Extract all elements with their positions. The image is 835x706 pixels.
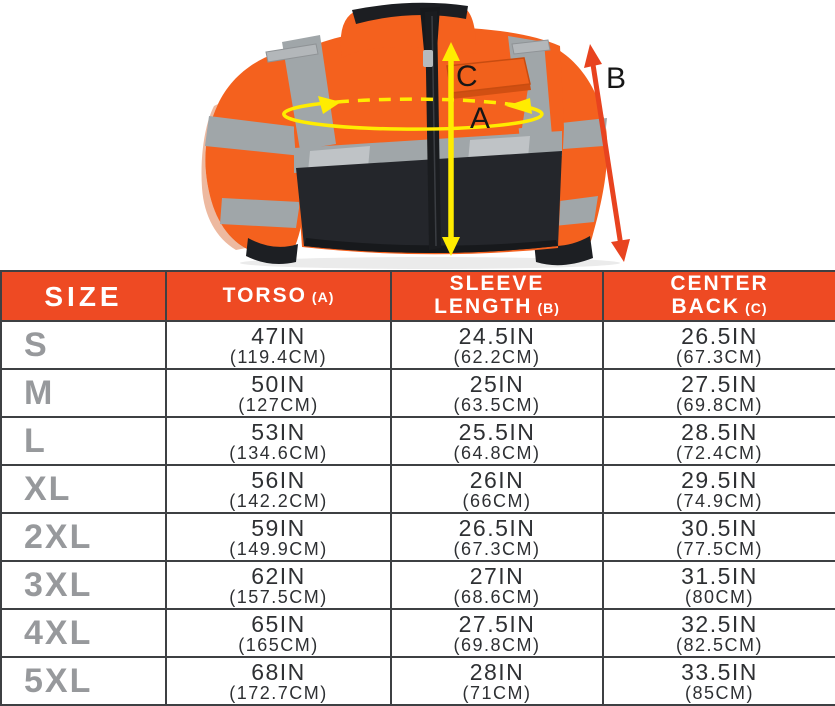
size-label: L [1, 417, 166, 465]
header-cell-back: CENTER BACK (C) [603, 271, 835, 321]
sleeve-inches: 25IN [469, 370, 525, 397]
back-centimeters: (80CM) [684, 586, 754, 607]
table-row [1, 369, 835, 417]
size-table-header-row [1, 271, 835, 321]
sleeve-inches: 26.5IN [458, 514, 536, 541]
sleeve-centimeters: (64.8CM) [453, 442, 541, 463]
back-inches: 31.5IN [681, 562, 758, 589]
back-value-cell [603, 561, 835, 609]
sleeve-inches: 26IN [469, 466, 525, 493]
back-centimeters: (72.4CM) [675, 442, 763, 463]
back-inches: 33.5IN [681, 658, 758, 685]
torso-value-cell [166, 609, 391, 657]
sleeve-inches: 25.5IN [458, 418, 536, 445]
torso-inches: 53IN [251, 418, 306, 445]
torso-value-cell [166, 657, 391, 705]
torso-centimeters: (149.9CM) [229, 538, 328, 559]
sleeve-centimeters: (66CM) [462, 490, 532, 511]
torso-inches: 59IN [251, 514, 306, 541]
torso-inches: 62IN [251, 562, 306, 589]
header-cell-torso: TORSO (A) [166, 271, 391, 321]
torso-value-cell [166, 561, 391, 609]
back-value-cell [603, 657, 835, 705]
torso-value-cell [166, 321, 391, 369]
back-value-cell [603, 369, 835, 417]
back-centimeters: (67.3CM) [675, 346, 763, 367]
torso-value-cell [166, 465, 391, 513]
table-row [1, 417, 835, 465]
sleeve-value-cell [391, 465, 603, 513]
back-inches: 27.5IN [681, 370, 758, 397]
torso-centimeters: (165CM) [238, 634, 319, 655]
table-row [1, 465, 835, 513]
table-row [1, 609, 835, 657]
jacket-measurement-diagram [0, 0, 835, 270]
size-label: 5XL [1, 657, 166, 705]
size-table-head [1, 271, 835, 321]
back-centimeters: (82.5CM) [675, 634, 763, 655]
sleeve-value-cell [391, 513, 603, 561]
back-value-cell [603, 417, 835, 465]
back-inches: 28.5IN [681, 418, 758, 445]
sleeve-value-cell [391, 369, 603, 417]
back-value-cell [603, 321, 835, 369]
torso-inches: 68IN [251, 658, 306, 685]
torso-centimeters: (127CM) [238, 394, 319, 415]
torso-value-cell [166, 513, 391, 561]
label-torso-a: A [470, 102, 491, 135]
torso-centimeters: (119.4CM) [229, 346, 328, 367]
back-value-cell [603, 609, 835, 657]
back-centimeters: (74.9CM) [675, 490, 763, 511]
sleeve-centimeters: (67.3CM) [453, 538, 541, 559]
sleeve-centimeters: (63.5CM) [453, 394, 541, 415]
sleeve-inches: 24.5IN [458, 322, 536, 349]
back-inches: 30.5IN [681, 514, 758, 541]
sleeve-centimeters: (62.2CM) [453, 346, 541, 367]
size-label: 2XL [1, 513, 166, 561]
sleeve-inches: 27IN [469, 562, 525, 589]
back-centimeters: (85CM) [684, 682, 754, 703]
sleeve-value-cell [391, 609, 603, 657]
sleeve-centimeters: (71CM) [462, 682, 532, 703]
sleeve-centimeters: (69.8CM) [453, 634, 541, 655]
zipper-pull [423, 50, 433, 67]
size-table [0, 270, 835, 706]
size-label: S [1, 321, 166, 369]
label-sleeve-b: B [606, 62, 627, 95]
torso-inches: 47IN [251, 322, 306, 349]
sleeve-inches: 28IN [469, 658, 525, 685]
torso-centimeters: (157.5CM) [229, 586, 328, 607]
jacket-illustration [0, 0, 835, 270]
torso-inches: 50IN [251, 370, 306, 397]
sleeve-value-cell [391, 561, 603, 609]
size-label: XL [1, 465, 166, 513]
label-back-c: C [456, 60, 478, 93]
sleeve-value-cell [391, 657, 603, 705]
back-inches: 29.5IN [681, 466, 758, 493]
table-row [1, 657, 835, 705]
size-table-body [1, 321, 835, 705]
torso-centimeters: (172.7CM) [229, 682, 328, 703]
sleeve-value-cell [391, 417, 603, 465]
size-label: M [1, 369, 166, 417]
back-value-cell [603, 513, 835, 561]
header-cell-sleeve: SLEEVE LENGTH (B) [391, 271, 603, 321]
back-centimeters: (69.8CM) [675, 394, 763, 415]
sleeve-value-cell [391, 321, 603, 369]
table-row [1, 561, 835, 609]
back-inches: 26.5IN [681, 322, 758, 349]
torso-centimeters: (134.6CM) [229, 442, 328, 463]
torso-inches: 65IN [251, 610, 306, 637]
sleeve-inches: 27.5IN [458, 610, 536, 637]
table-row [1, 513, 835, 561]
back-centimeters: (77.5CM) [675, 538, 763, 559]
table-row [1, 321, 835, 369]
back-inches: 32.5IN [681, 610, 758, 637]
torso-value-cell [166, 369, 391, 417]
torso-inches: 56IN [251, 466, 306, 493]
back-value-cell [603, 465, 835, 513]
torso-value-cell [166, 417, 391, 465]
torso-centimeters: (142.2CM) [229, 490, 328, 511]
size-label: 4XL [1, 609, 166, 657]
size-label: 3XL [1, 561, 166, 609]
header-cell-size: SIZE [1, 271, 166, 321]
sleeve-centimeters: (68.6CM) [453, 586, 541, 607]
